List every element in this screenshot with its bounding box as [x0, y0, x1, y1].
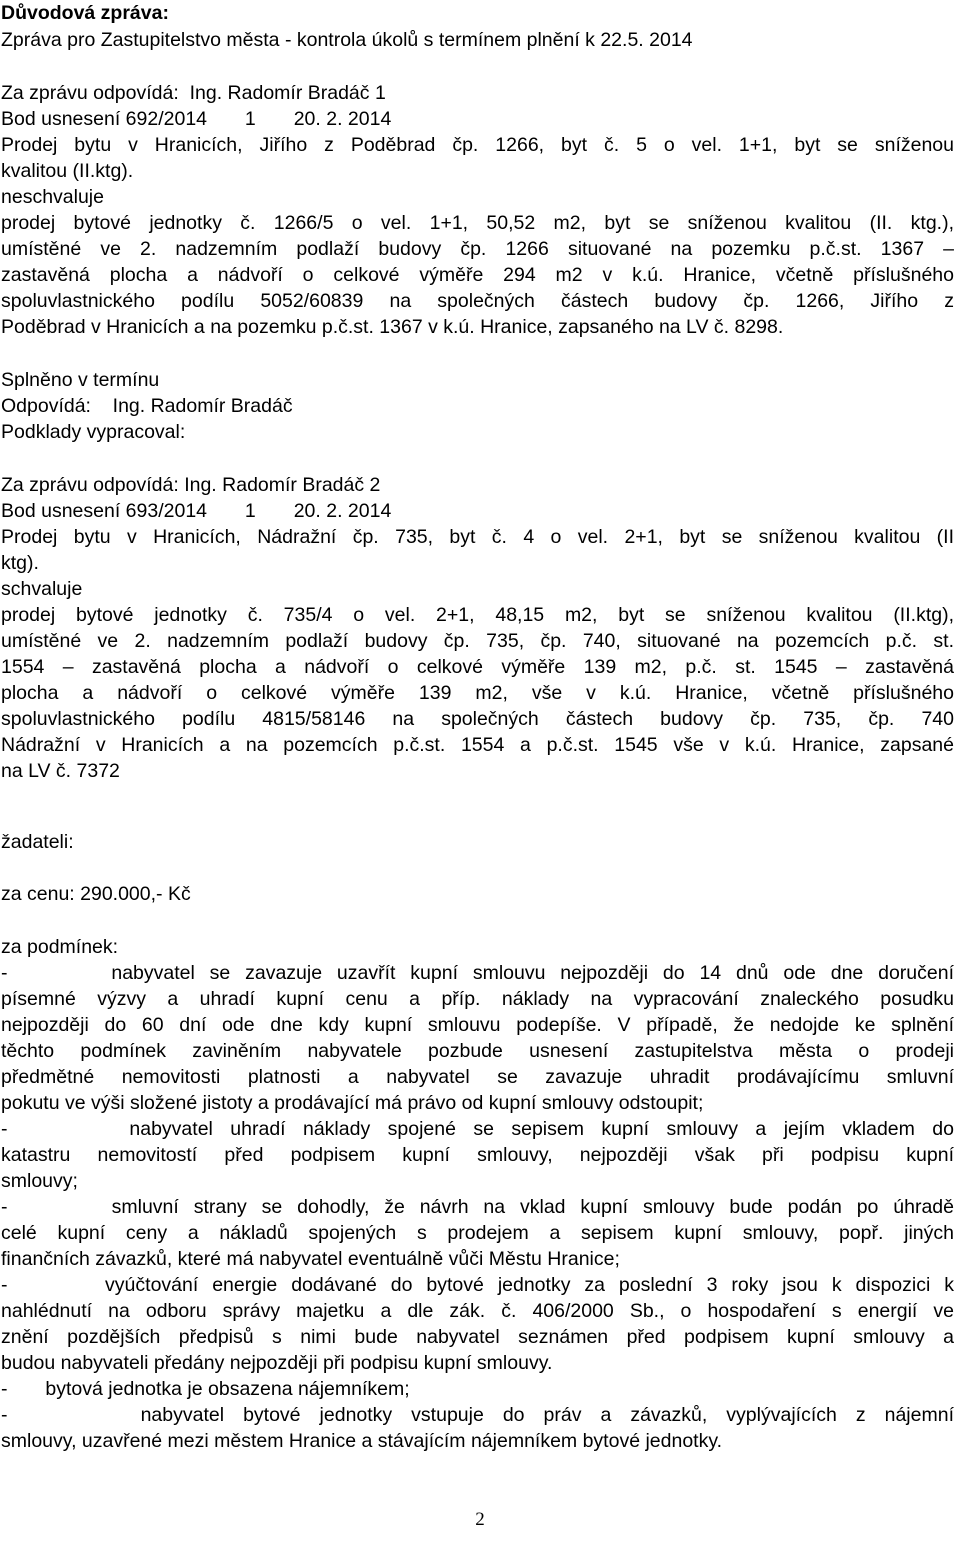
item1-prepared-by: Podklady vypracoval:: [1, 421, 186, 443]
item2-body-line: na LV č. 7372: [1, 760, 120, 782]
condition-line: - vyúčtování energie dodávané do bytové jednotky za poslední 3 roky jsou k dispozici k: [1, 1274, 954, 1296]
condition-line: smlouvy, uzavřené mezi městem Hranice a stávajícím nájemníkem bytové jednotky.: [1, 1430, 723, 1452]
condition-line: písemné výzvy a uhradí kupní cenu a příp. náklady na vypracování znaleckého posudku: [1, 988, 954, 1010]
document-title: Důvodová zpráva:: [1, 2, 169, 24]
item2-body-line: plocha a nádvoří o celkové výměře 139 m2, vše v k.ú. Hranice, včetně příslušného: [1, 682, 954, 704]
item1-body-line: umístěné ve 2. nadzemním podlaží budovy čp. 1266 situované na pozemku p.č.st. 1367 –: [1, 238, 954, 260]
condition-line: těchto podmínek zaviněním nabyvatele pozbude usnesení zastupitelstva města o prodeji: [1, 1040, 954, 1062]
document-subtitle: Zpráva pro Zastupitelstvo města - kontrola úkolů s termínem plnění k 22.5. 2014: [1, 29, 693, 51]
condition-line: - nabyvatel bytové jednotky vstupuje do práv a závazků, vyplývajících z nájemní: [1, 1404, 954, 1426]
item1-owner: Odpovídá: Ing. Radomír Bradáč: [1, 395, 293, 417]
item2-subject-line: ktg).: [1, 552, 39, 574]
item2-responsible: Za zprávu odpovídá: Ing. Radomír Bradáč 2: [1, 474, 381, 496]
item1-subject-line: kvalitou (II.ktg).: [1, 160, 134, 182]
item2-conditions-label: za podmínek:: [1, 936, 119, 958]
condition-line: znění pozdějších předpisů s nimi bude nabyvatel seznámen před podpisem kupní smlouvy a: [1, 1326, 954, 1348]
page-number: 2: [475, 1509, 485, 1530]
condition-line: katastru nemovitostí před podpisem kupní smlouvy, nejpozději však při podpisu kupní: [1, 1144, 954, 1166]
item2-decision: schvaluje: [1, 578, 83, 600]
condition-line: smlouvy;: [1, 1170, 78, 1192]
item2-applicants-label: žadateli:: [1, 831, 74, 853]
condition-line: - smluvní strany se dohodly, že návrh na vklad kupní smlouvy bude podán po úhradě: [1, 1196, 954, 1218]
item1-body-line: spoluvlastnického podílu 5052/60839 na společných částech budovy čp. 1266, Jiřího z: [1, 290, 954, 312]
item2-body-line: Nádražní v Hranicích a na pozemcích p.č.st. 1554 a p.č.st. 1545 vše v k.ú. Hranice, zapsané: [1, 734, 954, 756]
condition-line: - nabyvatel se zavazuje uzavřít kupní smlouvu nejpozději do 14 dnů ode dne doručení: [1, 962, 954, 984]
item2-resolution: Bod usnesení 693/2014 1 20. 2. 2014: [1, 500, 392, 522]
condition-line: finančních závazků, které má nabyvatel eventuálně vůči Městu Hranice;: [1, 1248, 620, 1270]
condition-line: nejpozději do 60 dní ode dne kdy kupní smlouvu podepíše. V případě, že nedojde ke splnění: [1, 1014, 954, 1036]
item1-body-line: prodej bytové jednotky č. 1266/5 o vel. 1+1, 50,52 m2, byt se sníženou kvalitou (II. ktg.),: [1, 212, 954, 234]
item2-price: za cenu: 290.000,- Kč: [1, 883, 191, 905]
item1-responsible: Za zprávu odpovídá: Ing. Radomír Bradáč 1: [1, 82, 386, 104]
item2-subject-line: Prodej bytu v Hranicích, Nádražní čp. 735, byt č. 4 o vel. 2+1, byt se sníženou kvalitou (II: [1, 526, 954, 548]
item2-body-line: 1554 – zastavěná plocha a nádvoří o celkové výměře 139 m2, p.č. st. 1545 – zastavěná: [1, 656, 954, 678]
item1-subject-line: Prodej bytu v Hranicích, Jiřího z Poděbrad čp. 1266, byt č. 5 o vel. 1+1, byt se sníženou: [1, 134, 954, 156]
item1-status: Splněno v termínu: [1, 369, 160, 391]
condition-line: nahlédnutí na odboru správy majetku a dle zák. č. 406/2000 Sb., o hospodaření s energií ve: [1, 1300, 954, 1322]
item1-body-line: zastavěná plocha a nádvoří o celkové výměře 294 m2 v k.ú. Hranice, včetně příslušného: [1, 264, 954, 286]
item1-decision: neschvaluje: [1, 186, 104, 208]
item2-body-line: umístěné ve 2. nadzemním podlaží budovy čp. 735, čp. 740, situované na pozemcích p.č. st.: [1, 630, 954, 652]
condition-line: - bytová jednotka je obsazena nájemníkem;: [1, 1378, 410, 1400]
condition-line: předmětné nemovitosti platnosti a nabyvatel se zavazuje uhradit prodávajícímu smluvní: [1, 1066, 954, 1088]
item1-body-line: Poděbrad v Hranicích a na pozemku p.č.st. 1367 v k.ú. Hranice, zapsaného na LV č. 8298.: [1, 316, 784, 338]
item2-body-line: spoluvlastnického podílu 4815/58146 na společných částech budovy čp. 735, čp. 740: [1, 708, 954, 730]
condition-line: budou nabyvateli předány nejpozději při podpisu kupní smlouvy.: [1, 1352, 553, 1374]
item1-resolution: Bod usnesení 692/2014 1 20. 2. 2014: [1, 108, 392, 130]
condition-line: celé kupní ceny a nákladů spojených s prodejem a sepisem kupní smlouvy, popř. jiných: [1, 1222, 954, 1244]
condition-line: pokutu ve výši složené jistoty a prodávající má právo od kupní smlouvy odstoupit;: [1, 1092, 704, 1114]
condition-line: - nabyvatel uhradí náklady spojené se sepisem kupní smlouvy a jejím vkladem do: [1, 1118, 954, 1140]
item2-body-line: prodej bytové jednotky č. 735/4 o vel. 2+1, 48,15 m2, byt se sníženou kvalitou (II.ktg),: [1, 604, 954, 626]
